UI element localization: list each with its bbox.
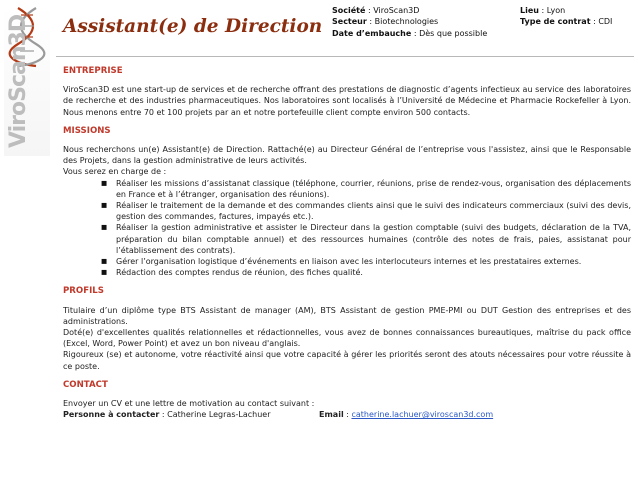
page-title: Assistant(e) de Direction bbox=[63, 16, 323, 37]
contact-intro: Envoyer un CV et une lettre de motivation au contact suivant : bbox=[63, 399, 315, 409]
mission-item: ■ Réaliser le traitement de la demande et des commandes clients ainsi que le suivi des indicateurs commerciaux (suivi des devis, gestion des commandes, factures, impayés etc.). bbox=[101, 200, 631, 222]
info-type-contrat: Type de contrat : CDI bbox=[520, 17, 613, 27]
mission-item: ■ Réaliser la gestion administrative et assister le Directeur dans la gestion comptable (suivi des budgets, déclaration de la TVA, préparation du bilan comptable annuel) et des ressources humaines (contrôle des notes de frais, paies, assistanat pour l’établissement des contrats). bbox=[101, 222, 631, 256]
mission-item: ■ Réaliser les missions d’assistanat classique (téléphone, courrier, réunions, prise de rendez-vous, organisation des déplacements en France et à l’étranger, organisation des réunions). bbox=[101, 178, 631, 200]
section-heading-missions: MISSIONS bbox=[63, 125, 111, 136]
job-info-left bbox=[332, 5, 487, 39]
info-secteur: Secteur : Biotechnologies bbox=[332, 17, 439, 27]
section-heading-contact: CONTACT bbox=[63, 379, 108, 390]
info-date-embauche: Date d’embauche : Dès que possible bbox=[332, 28, 488, 38]
section-heading-entreprise: ENTREPRISE bbox=[63, 66, 123, 76]
profils-autonomie: Rigoureux (se) et autonome, votre réactivité ainsi que votre capacité à gérer les priorités seront des atouts nécessaires pour votre réussite à ce poste. bbox=[63, 350, 631, 371]
company-logo bbox=[4, 6, 50, 156]
profils-qualites: Doté(e) d'excellentes qualités relationnelles et rédactionnelles, vous avez de bonnes connaissances bureautiques, maîtrise du pack office (Excel, Word, Power Point) et avez un bon niveau d'anglais. bbox=[63, 328, 631, 349]
contact-details bbox=[63, 409, 631, 420]
missions-intro: Nous recherchons un(e) Assistant(e) de Direction. Rattaché(e) au Directeur Général de l’entreprise vous l'assistez, ainsi que le Responsable des Projets, dans la gestion administrative de leurs activités. bbox=[63, 145, 631, 166]
mission-item: ■ Gérer l’organisation logistique d’événements en liaison avec les interlocuteurs internes et les prestataires externes. bbox=[101, 256, 631, 267]
header-divider bbox=[56, 56, 634, 57]
profils-diplome: Titulaire d’un diplôme type BTS Assistant de manager (AM), BTS Assistant de gestion PME-PMI ou DUT Gestion des entreprises et des administrations. bbox=[63, 305, 631, 326]
logo-wordmark: ViroScan3D bbox=[6, 14, 31, 148]
job-description bbox=[63, 60, 631, 420]
info-societe: Société : ViroScan3D bbox=[332, 6, 420, 15]
info-lieu: Lieu : Lyon bbox=[520, 6, 566, 15]
email-link[interactable]: catherine.lachuer@viroscan3d.com bbox=[351, 410, 494, 420]
missions-list bbox=[63, 178, 631, 279]
entreprise-text: ViroScan3D est une start-up de services et de recherche offrant des prestations de diagnostic d’agents infectieux au service des laboratoires de recherche et des industries pharmaceutiques. Nos laboratoires sont localisés à l’Université de Médecine et Pharmacie Rockefeller à Lyon. Nous menons entre 70 et 100 projets par an et notre portefeuille client compte environ 500 contacts. bbox=[63, 85, 631, 117]
section-heading-profils: PROFILS bbox=[63, 286, 104, 297]
job-info-right bbox=[520, 5, 612, 28]
contact-email: Email : catherine.lachuer@viroscan3d.com bbox=[319, 410, 494, 420]
contact-person: Personne à contacter : Catherine Legras-Lachuer bbox=[63, 410, 271, 420]
missions-charge: Vous serez en charge de : bbox=[63, 167, 167, 177]
mission-item: ■ Rédaction des comptes rendus de réunion, des fiches qualité. bbox=[101, 267, 631, 278]
